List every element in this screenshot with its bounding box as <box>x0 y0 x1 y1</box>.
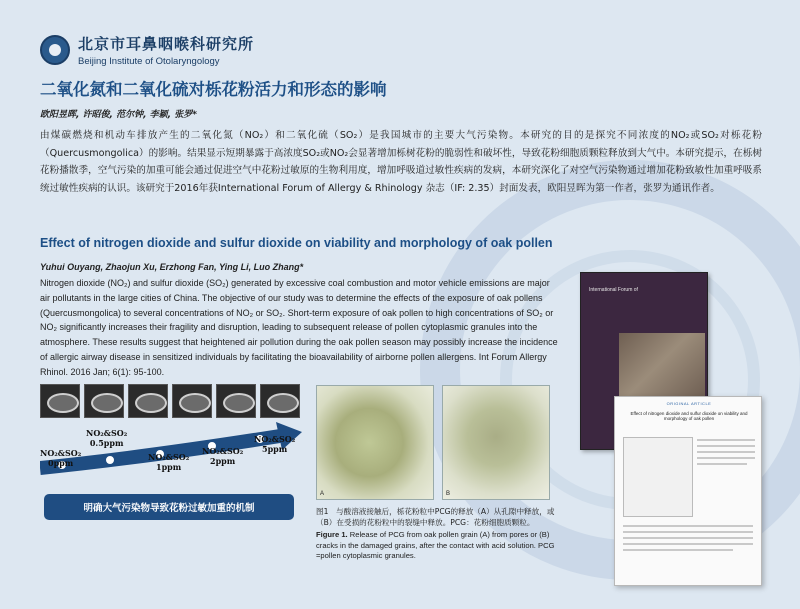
concentration-pollutants: NO₂&SO₂ <box>202 446 244 456</box>
pollen-image-a <box>316 385 434 500</box>
authors-en: Yuhui Ouyang, Zhaojun Xu, Erzhong Fan, Ying Li, Luo Zhang* <box>40 262 304 272</box>
concentration-value: 5ppm <box>262 444 288 454</box>
article-text-line <box>697 457 755 459</box>
article-first-page-image <box>614 396 762 586</box>
authors-cn: 欧阳昱晖, 许昭俊, 范尔钟, 李颖, 张罗* <box>40 110 197 120</box>
concentration-label <box>148 452 189 472</box>
article-text-line <box>623 549 733 551</box>
article-title: Effect of nitrogen dioxide and sulfur dioxide on viability and morphology of oak pollen <box>630 411 748 421</box>
institute-name-cn: 北京市耳鼻咽喉科研究所 <box>78 35 255 53</box>
journal-cover-title: International Forum of <box>589 287 638 293</box>
concentration-label <box>86 428 127 448</box>
conclusion-banner: 明确大气污染物导致花粉过敏加重的机制 <box>44 494 294 520</box>
arrow-node <box>105 455 115 465</box>
concentration-pollutants: NO₂&SO₂ <box>254 434 296 444</box>
concentration-label <box>254 434 295 454</box>
article-text-line <box>623 543 753 545</box>
article-abstract-box <box>623 437 693 517</box>
article-text-line <box>697 445 755 447</box>
figure-caption-text: Release of PCG from oak pollen grain (A) from pores or (B) cracks in the damaged grains, after the contact with acid solution. PCG =pollen cytoplasmic granules. <box>316 530 555 560</box>
pollen-image-b <box>442 385 550 500</box>
article-text-line <box>697 451 755 453</box>
pollen-micrograph <box>128 384 168 418</box>
panel-label-b: B <box>446 491 451 497</box>
article-text-line <box>623 525 753 527</box>
abstract-en: Nitrogen dioxide (NO₂) and sulfur dioxide (SO₂) generated by excessive coal combustion and motor vehicle emissions are major air pollutants in the large cities of China. The objective of our study was to determine the effects of the exposure of oak pollens (Quercusmongolica) to several concentrations of NO₂ or SO₂. Short-term exposure of oak pollen to high concentrations of SO₂ or NO₂ significantly increases their fragility and disruption, leading to subsequent release of pollen cytoplasmic granules into the atmosphere. These results suggest that heightened air pollution during the oak pollen season may possibly increase the incidence of allergic airway disease in sensitized individuals by facilitating the bioavailability of airborne pollen allergens. Int Forum Allergy Rhinol. 2016 Jan; 6(1): 95-100. <box>40 278 558 377</box>
pollen-micrograph <box>84 384 124 418</box>
concentration-label <box>202 446 243 466</box>
institute-logo-icon <box>40 35 70 65</box>
pollen-micrograph <box>260 384 300 418</box>
institute-header <box>40 30 254 70</box>
article-text-line <box>623 537 753 539</box>
title-cn: 二氧化氮和二氧化硫对栎花粉活力和形态的影响 <box>40 80 387 99</box>
figure-caption-label: Figure 1. <box>316 530 348 539</box>
concentration-pollutants: NO₂&SO₂ <box>148 452 190 462</box>
microscopy-strip <box>40 384 300 418</box>
pollen-micrograph <box>40 384 80 418</box>
concentration-value: 2ppm <box>210 456 236 466</box>
article-header: ORIGINAL ARTICLE <box>666 401 712 406</box>
figure-caption-cn: 图1 与酸溶液接触后，栎花粉粒中PCG的释放（A）从孔隙中释放，或（B）在受损的花粉粒中的裂缝中释放。PCG：花粉细胞质颗粒。 <box>316 507 555 527</box>
concentration-label <box>40 448 81 468</box>
concentration-pollutants: NO₂&SO₂ <box>40 448 82 458</box>
concentration-value: 1ppm <box>156 462 182 472</box>
abstract-cn: 由煤碳燃烧和机动车排放产生的二氧化氮（NO₂）和二氧化硫（SO₂）是我国城市的主要大气污染物。本研究的目的是探究不同浓度的NO₂或SO₂对栎花粉（Quercusmongolica）的影响。结果显示短期暴露于高浓度SO₂或NO₂会显著增加栎树花粉的脆弱性和破坏性，导致花粉细胞质颗粒释放到大气中。本研究提示，在栎树花粉播散季，空气污染的加重可能会通过促进空气中花粉过敏原的生物利用度，增加呼吸道过敏性疾病的发病，本研究深化了对空气污染物通过增加花粉致敏性加重呼吸系统过敏性疾病的认识。该研究于2016年获International Forum of Allergy & Rhinology 杂志（IF: 2.35）封面发表，欧阳昱晖为第一作者，张罗为通讯作者。 <box>40 130 762 194</box>
institute-name-en: Beijing Institute of Otolaryngology <box>78 56 220 67</box>
concentration-value: 0ppm <box>48 458 74 468</box>
concentration-value: 0.5ppm <box>89 438 124 448</box>
concentration-pollutants: NO₂&SO₂ <box>86 428 128 438</box>
title-en: Effect of nitrogen dioxide and sulfur dioxide on viability and morphology of oak pollen <box>40 236 553 250</box>
figure-caption-en <box>316 530 564 562</box>
article-text-line <box>697 439 755 441</box>
pollen-micrograph <box>172 384 212 418</box>
article-text-line <box>623 531 753 533</box>
panel-label-a: A <box>320 491 325 497</box>
article-text-line <box>697 463 747 465</box>
pollen-micrograph <box>216 384 256 418</box>
